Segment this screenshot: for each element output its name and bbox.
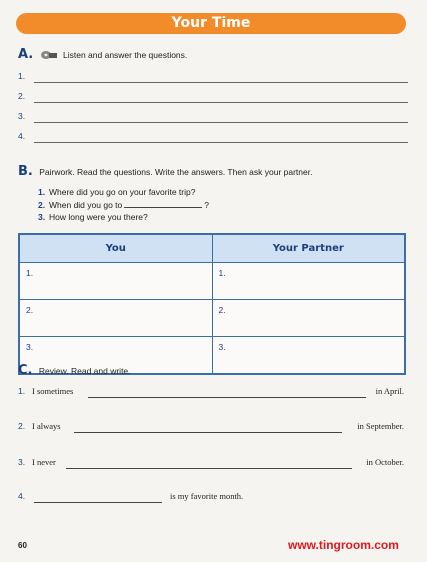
review-blank-3[interactable] xyxy=(66,468,352,469)
review-item-3: 3. I never in October. xyxy=(18,457,404,467)
section-b-heading xyxy=(18,164,312,179)
section-b-instruction: Pairwork. Read the questions. Write the answers. Then ask your partner. xyxy=(39,167,313,177)
pairwork-questions xyxy=(38,186,209,224)
partner-answer-1[interactable]: 1. xyxy=(212,263,405,300)
you-answer-2[interactable]: 2. xyxy=(19,300,212,337)
answer-line-2[interactable]: 2. xyxy=(18,91,408,103)
question-3: 3. How long were you there? xyxy=(38,212,148,222)
answer-line-1[interactable]: 1. xyxy=(18,71,408,83)
watermark: www.tingroom.com xyxy=(288,538,399,552)
you-answer-3[interactable]: 3. xyxy=(19,337,212,375)
section-b-letter: B. xyxy=(18,164,33,179)
review-item-4: 4. is my favorite month. xyxy=(18,491,244,501)
answer-line-3[interactable]: 3. xyxy=(18,111,408,123)
pairwork-table xyxy=(18,233,406,375)
section-c-letter: C. xyxy=(18,363,33,378)
question-1: 1. Where did you go on your favorite trip? xyxy=(38,187,196,197)
header-your-partner: Your Partner xyxy=(212,234,405,263)
section-c-instruction: Review. Read and write. xyxy=(38,366,131,376)
page-title-banner: Your Time xyxy=(16,13,406,34)
you-answer-1[interactable]: 1. xyxy=(19,263,212,300)
section-a-instruction: Listen and answer the questions. xyxy=(63,50,188,60)
audio-cd-icon xyxy=(40,50,58,62)
section-c-heading xyxy=(18,363,131,378)
question-2: 2. When did you go to ? xyxy=(38,199,209,210)
review-blank-2[interactable] xyxy=(74,432,342,433)
header-you: You xyxy=(19,234,212,263)
question-2-blank[interactable] xyxy=(124,200,202,208)
review-blank-1[interactable] xyxy=(88,397,366,398)
partner-answer-3[interactable]: 3. xyxy=(212,337,405,375)
review-blank-4[interactable] xyxy=(34,502,162,503)
page-number: 60 xyxy=(18,541,27,550)
answer-line-4[interactable]: 4. xyxy=(18,131,408,143)
review-item-1: 1. I sometimes in April. xyxy=(18,386,404,396)
section-a-letter: A. xyxy=(18,47,34,62)
partner-answer-2[interactable]: 2. xyxy=(212,300,405,337)
section-a-heading xyxy=(18,47,187,62)
review-item-2: 2. I always in September. xyxy=(18,421,404,431)
